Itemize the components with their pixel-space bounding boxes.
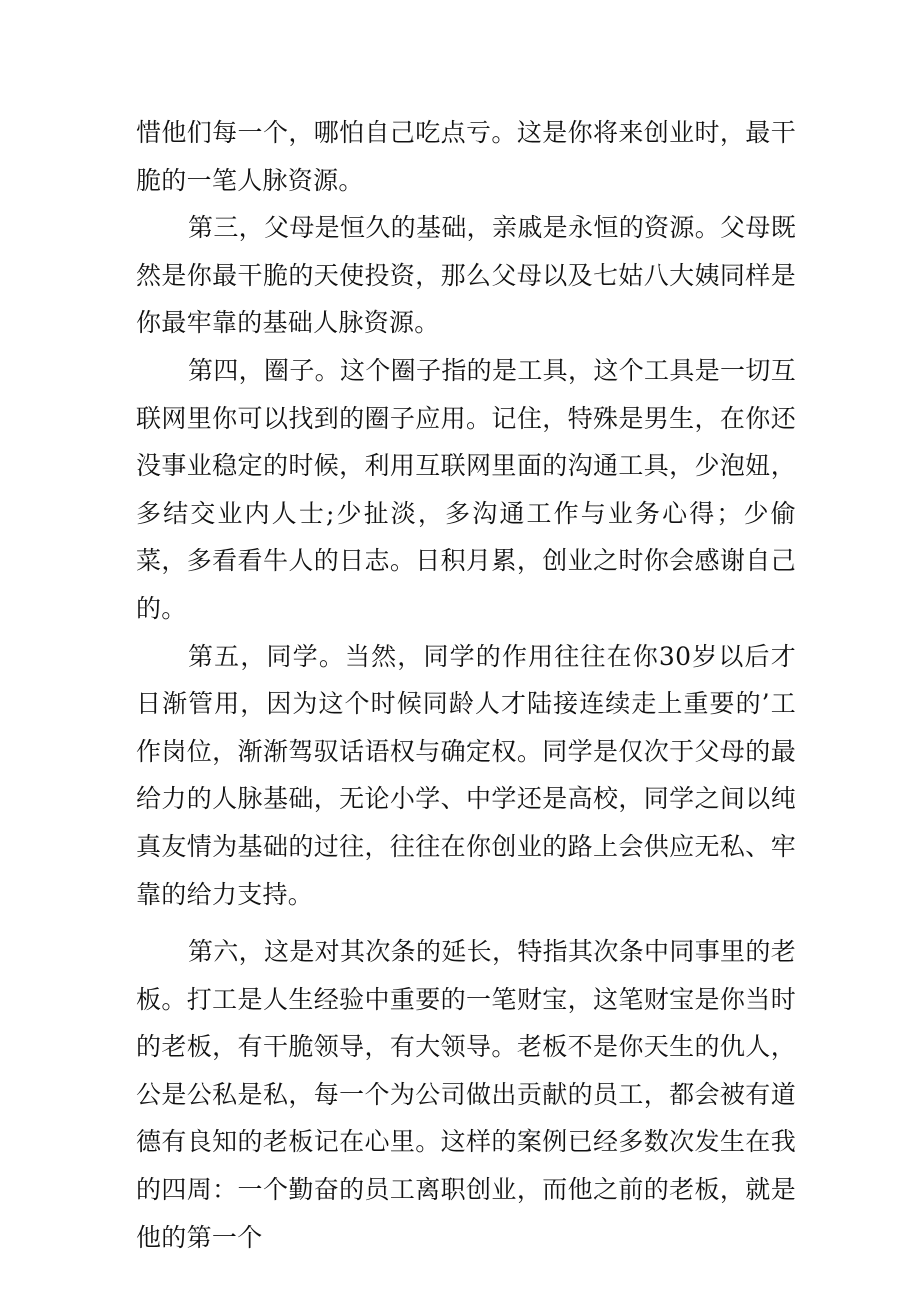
paragraph-fourth: 第四，圈子。这个圈子指的是工具，这个工具是一切互联网里你可以找到的圈子应用。记住，特殊是男生，在你还没事业稳定的时候，利用互联网里面的沟通工具，少泡妞，多结交业内人士;少扯淡，多沟通工作与业务心得；少偷菜，多看看牛人的日志。日积月累，创业之时你会感谢自己的。 — [136, 355, 796, 623]
paragraph-sixth: 第六，这是对其次条的延长，特指其次条中同事里的老板。打工是人生经验中重要的一笔财宝，这笔财宝是你当时的老板，有干脆领导，有大领导。老板不是你天生的仇人，公是公私是私，每一个为公司做出贡献的员工，都会被有道德有良知的老板记在心里。这样的案例已经多数次发生在我的四周：一个勤奋的员工离职创业，而他之前的老板，就是他的第一个 — [136, 937, 796, 1252]
document-body — [136, 109, 796, 1261]
paragraph-third: 第三，父母是恒久的基础，亲戚是永恒的资源。父母既然是你最干脆的天使投资，那么父母以及七姑八大姨同样是你最牢靠的基础人脉资源。 — [136, 213, 796, 338]
paragraph-fifth: 第五，同学。当然，同学的作用往往在你30岁以后才日渐管用，因为这个时候同龄人才陆接连续走上重要的’工作岗位，渐渐驾驭话语权与确定权。同学是仅次于父母的最给力的人脉基础，无论小学、中学还是高校，同学之间以纯真友情为基础的过往，往往在你创业的路上会供应无私、牢靠的给力支持。 — [136, 641, 796, 909]
paragraph-continued: 惜他们每一个，哪怕自己吃点亏。这是你将来创业时，最干脆的一笔人脉资源。 — [136, 118, 796, 195]
